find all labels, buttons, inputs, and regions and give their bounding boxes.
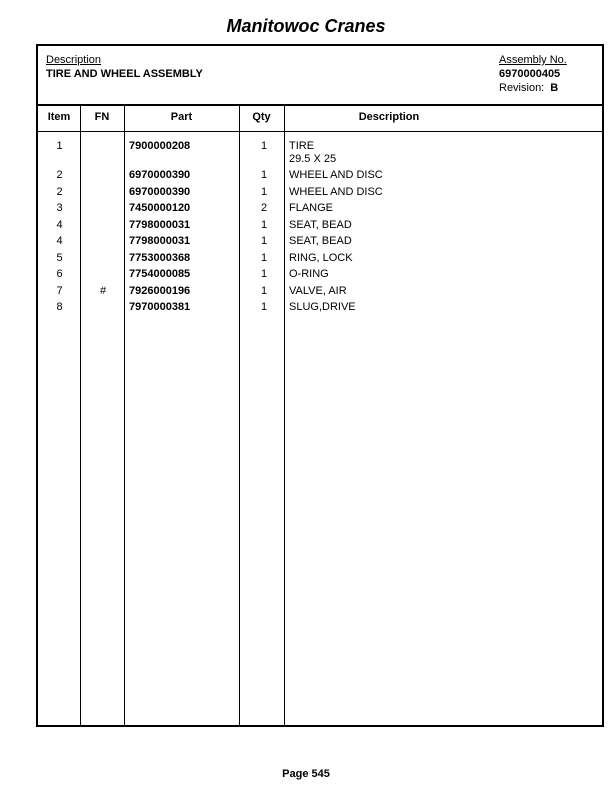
description-cell: FLANGE bbox=[289, 202, 334, 214]
item-cell: 6 bbox=[56, 268, 63, 280]
table-row bbox=[38, 252, 602, 269]
description-cell bbox=[289, 140, 589, 166]
item-cell: 4 bbox=[56, 235, 63, 247]
table-row bbox=[38, 235, 602, 252]
description-line: TIRE bbox=[289, 140, 315, 152]
header-divider bbox=[38, 104, 602, 106]
item-cell: 7 bbox=[56, 284, 63, 297]
table-row bbox=[38, 285, 602, 302]
assembly-description: TIRE AND WHEEL ASSEMBLY bbox=[46, 68, 203, 80]
table-row bbox=[38, 219, 602, 236]
qty-cell: 1 bbox=[260, 169, 268, 181]
table-row bbox=[38, 140, 602, 169]
part-number-cell: 7900000208 bbox=[129, 140, 191, 152]
part-number-cell: 7754000085 bbox=[129, 268, 191, 280]
column-header-divider bbox=[38, 131, 602, 132]
table-row bbox=[38, 202, 602, 219]
table-row bbox=[38, 186, 602, 203]
parts-table-body bbox=[38, 140, 602, 318]
column-header-part: Part bbox=[170, 111, 193, 123]
description-cell: WHEEL AND DISC bbox=[289, 185, 383, 198]
qty-cell: 1 bbox=[260, 185, 268, 198]
revision-label: Revision: bbox=[499, 82, 545, 94]
page-number: Page 545 bbox=[282, 768, 330, 780]
qty-cell: 1 bbox=[260, 140, 268, 152]
revision-value: B bbox=[550, 82, 559, 94]
description-cell: SEAT, BEAD bbox=[289, 218, 352, 231]
description-cell: SLUG,DRIVE bbox=[289, 301, 356, 313]
column-header-item: Item bbox=[47, 111, 71, 123]
table-row bbox=[38, 268, 602, 285]
revision bbox=[499, 82, 558, 94]
document-title: Manitowoc Cranes bbox=[226, 16, 386, 36]
qty-cell: 1 bbox=[260, 268, 268, 280]
part-number-cell: 7798000031 bbox=[129, 235, 191, 247]
item-cell: 8 bbox=[56, 301, 63, 313]
description-cell: VALVE, AIR bbox=[289, 284, 347, 297]
part-number-cell: 7450000120 bbox=[129, 202, 191, 214]
description-cell: RING, LOCK bbox=[289, 251, 353, 264]
item-cell: 1 bbox=[56, 140, 63, 152]
qty-cell: 1 bbox=[260, 251, 268, 264]
item-cell: 2 bbox=[56, 169, 63, 181]
item-cell: 3 bbox=[56, 202, 63, 214]
qty-cell: 1 bbox=[260, 235, 268, 247]
qty-cell: 1 bbox=[260, 301, 268, 313]
part-number-cell: 7753000368 bbox=[129, 251, 191, 264]
part-number-cell: 7798000031 bbox=[129, 218, 191, 231]
description-cell: SEAT, BEAD bbox=[289, 235, 352, 247]
column-header-fn: FN bbox=[94, 111, 110, 123]
qty-cell: 1 bbox=[260, 218, 268, 231]
part-number-cell: 6970000390 bbox=[129, 169, 191, 181]
table-row bbox=[38, 301, 602, 318]
description-cell: O-RING bbox=[289, 268, 329, 280]
column-header-qty: Qty bbox=[252, 111, 271, 123]
description-line-2: 29.5 X 25 bbox=[289, 153, 337, 165]
part-number-cell: 7926000196 bbox=[129, 284, 191, 297]
item-cell: 2 bbox=[56, 185, 63, 198]
assembly-number: 6970000405 bbox=[499, 68, 561, 80]
item-cell: 5 bbox=[56, 251, 63, 264]
fn-cell: # bbox=[99, 284, 107, 297]
table-row bbox=[38, 169, 602, 186]
description-cell: WHEEL AND DISC bbox=[289, 169, 383, 181]
item-cell: 4 bbox=[56, 218, 63, 231]
qty-cell: 1 bbox=[260, 284, 268, 297]
description-label: Description bbox=[46, 54, 102, 66]
part-number-cell: 6970000390 bbox=[129, 185, 191, 198]
part-number-cell: 7970000381 bbox=[129, 301, 191, 313]
assembly-number-label: Assembly No. bbox=[499, 54, 567, 66]
parts-list-frame bbox=[36, 44, 604, 727]
qty-cell: 2 bbox=[260, 202, 268, 214]
column-header-description: Description bbox=[358, 111, 420, 123]
